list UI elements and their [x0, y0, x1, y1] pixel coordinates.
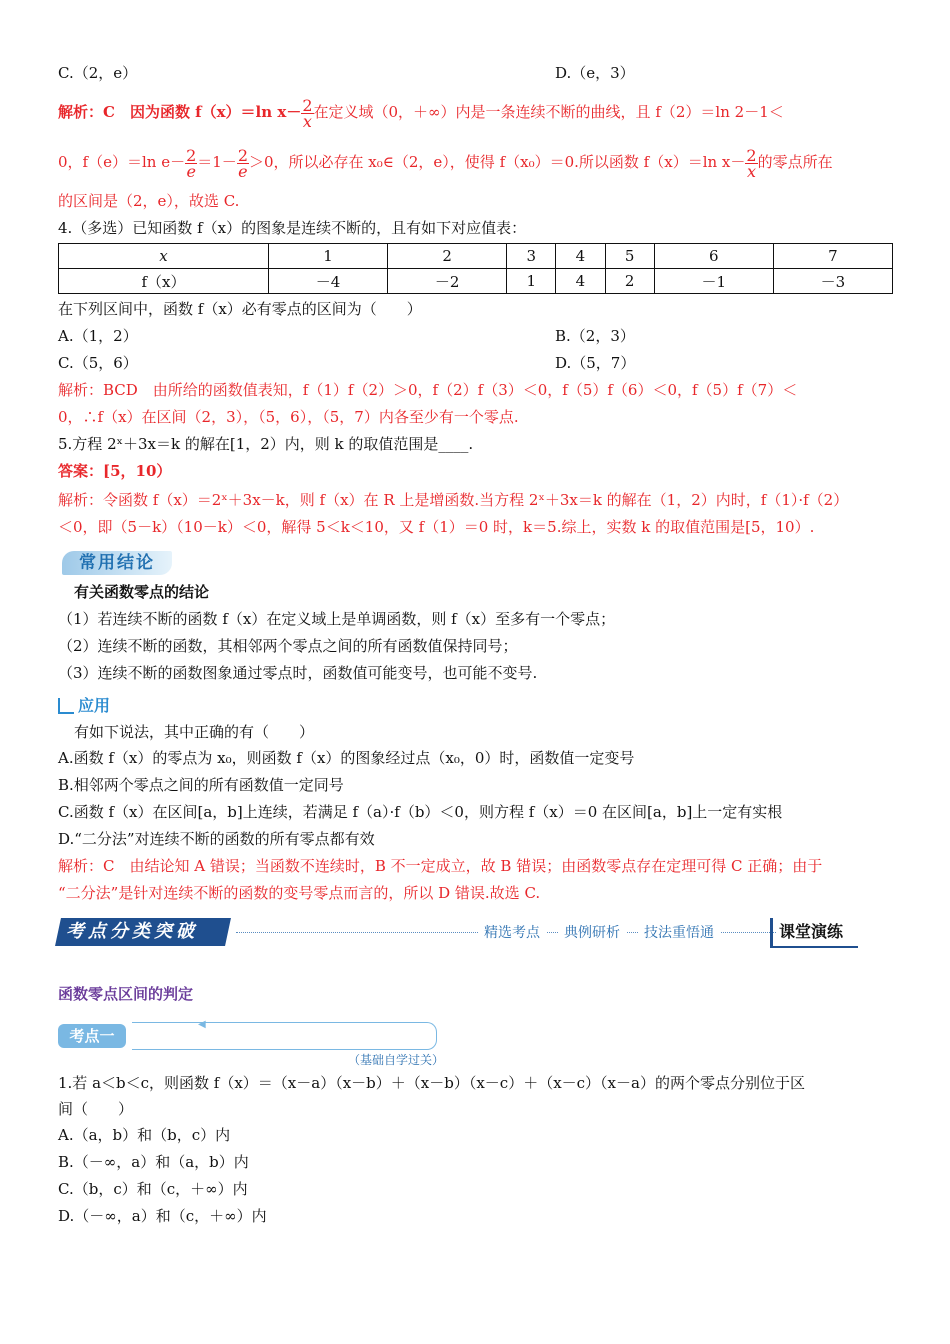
q1-option-b: B.（－∞，a）和（a，b）内 — [58, 1153, 249, 1171]
application-option-d: D.“二分法”对连续不断的函数的所有零点都有效 — [58, 830, 375, 848]
conclusion-item: （2）连续不断的函数，其相邻两个零点之间的所有函数值保持同号； — [58, 637, 518, 655]
solution-3-line2: 0，f（e）＝ln e－ $\frac{2}{e}=1-$ $\frac{2}{e}>0$，所以必存在 x₀∈（2，e），使得 f（x₀）＝0.所以函数 f（x）＝ln x－ $\frac{2}{x}$的零点所在 — [58, 145, 833, 181]
banner-sub-3: 技法重悟通 — [638, 922, 720, 942]
arrow-left-icon: ◀ — [198, 1019, 206, 1030]
application-title: 应用 — [78, 696, 111, 715]
question-5-answer: 答案：[5，10） — [58, 462, 172, 480]
banner-sub-2: 典例研析 — [558, 922, 626, 942]
table-cell: 2 — [605, 269, 654, 294]
solution-4-line1: 解析：BCD 由所给的函数值表知，f（1）f（2）＞0，f（2）f（3）＜0，f（5）f（6）＜0，f（5）f（7）＜ — [58, 381, 798, 399]
table-cell: 6 — [654, 244, 773, 269]
table-cell: －4 — [268, 269, 387, 294]
pencil-icon — [58, 698, 74, 714]
solution-3-line1: 解析：C 因为函数 f（x）＝ln x－ $\frac{2}{x}$在定义域（0，＋∞）内是一条连续不断的曲线，且 f（2）＝ln 2－1＜ — [58, 95, 784, 131]
table-cell: 5 — [605, 244, 654, 269]
kaodian-subtitle: （基础自学过关） — [348, 1053, 445, 1067]
option-c: C.（5，6） — [58, 354, 138, 372]
table-cell: 7 — [773, 244, 892, 269]
banner-sub-1: 精选考点 — [478, 922, 546, 942]
question-4-ask: 在下列区间中，函数 f（x）必有零点的区间为（ ） — [58, 300, 422, 318]
table-cell: －2 — [388, 269, 507, 294]
table-row — [59, 269, 893, 294]
kaodian-frame — [132, 1022, 437, 1050]
q1-option-d: D.（－∞，a）和（c，＋∞）内 — [58, 1207, 267, 1225]
section-heading: 函数零点区间的判定 — [58, 985, 194, 1003]
solution-5-line2: ＜0，即（5－k）（10－k）＜0，解得 5＜k＜10，又 f（1）＝0 时，k＝5.综上，实数 k 的取值范围是[5，10）. — [58, 518, 815, 536]
conclusion-title: 有关函数零点的结论 — [74, 583, 210, 601]
value-table — [58, 243, 893, 294]
banner-underline — [770, 946, 858, 948]
solution-5-line1: 解析：令函数 f（x）＝2ˣ＋3x－k，则 f（x）在 R 上是增函数.当方程 2ˣ＋3x＝k 的解在（1，2）内时，f（1）·f（2） — [58, 491, 849, 509]
option-c-prev: C.（2，e） — [58, 64, 138, 82]
conclusion-item: （3）连续不断的函数图象通过零点时，函数值可能变号，也可能不变号. — [58, 664, 538, 682]
table-cell: 1 — [268, 244, 387, 269]
option-b: B.（2，3） — [555, 327, 635, 345]
conclusion-badge: 常用结论 — [62, 551, 172, 575]
solution-4-line2: 0，∴f（x）在区间（2，3），（5，6），（5，7）内各至少有一个零点. — [58, 408, 519, 426]
question-5-stem: 5.方程 2ˣ＋3x＝k 的解在[1，2）内，则 k 的取值范围是____. — [58, 435, 474, 453]
question-1-stem-line1: 1.若 a＜b＜c，则函数 f（x）＝（x－a）（x－b）＋（x－b）（x－c）＋（x－c）（x－a）的两个零点分别位于区 — [58, 1074, 805, 1092]
option-d-prev: D.（e，3） — [555, 64, 635, 82]
section-banner — [58, 916, 858, 948]
table-cell: －3 — [773, 269, 892, 294]
banner-tag: 课堂演练 — [770, 918, 843, 946]
application-stem: 有如下说法，其中正确的有（ ） — [74, 723, 315, 741]
table-cell: －1 — [654, 269, 773, 294]
solution-3-line3: 的区间是（2，e），故选 C. — [58, 192, 240, 210]
q1-option-c: C.（b，c）和（c，＋∞）内 — [58, 1180, 248, 1198]
conclusion-item: （1）若连续不断的函数 f（x）在定义域上是单调函数，则 f（x）至多有一个零点； — [58, 610, 616, 628]
table-cell: 2 — [388, 244, 507, 269]
option-a: A.（1，2） — [58, 327, 138, 345]
application-solution-line1: 解析：C 由结论知 A 错误；当函数不连续时，B 不一定成立，故 B 错误；由函数零点存在定理可得 C 正确；由于 — [58, 857, 823, 875]
table-header-row — [59, 244, 893, 269]
application-option-c: C.函数 f（x）在区间[a，b]上连续，若满足 f（a）·f（b）＜0，则方程 f（x）＝0 在区间[a，b]上一定有实根 — [58, 803, 783, 821]
table-cell: 4 — [556, 244, 605, 269]
q1-option-a: A.（a，b）和（b，c）内 — [58, 1126, 231, 1144]
table-cell: f（x） — [59, 269, 269, 294]
table-cell: x — [59, 244, 269, 269]
application-option-a: A.函数 f（x）的零点为 x₀，则函数 f（x）的图象经过点（x₀，0）时，函数值一定变号 — [58, 749, 635, 767]
table-cell: 1 — [507, 269, 556, 294]
question-4-stem: 4.（多选）已知函数 f（x）的图象是连续不断的，且有如下对应值表： — [58, 219, 527, 237]
kaodian-header — [58, 1019, 438, 1050]
application-option-b: B.相邻两个零点之间的所有函数值一定同号 — [58, 776, 344, 794]
banner-title-block: 考点分类突破 — [55, 918, 231, 946]
kaodian-label: 考点一 — [58, 1024, 126, 1048]
question-1-stem-line2: 间（ ） — [58, 1100, 134, 1118]
table-cell: 4 — [556, 269, 605, 294]
option-d: D.（5，7） — [555, 354, 636, 372]
application-solution-line2: “二分法”是针对连续不断的函数的变号零点而言的，所以 D 错误.故选 C. — [58, 884, 541, 902]
table-cell: 3 — [507, 244, 556, 269]
